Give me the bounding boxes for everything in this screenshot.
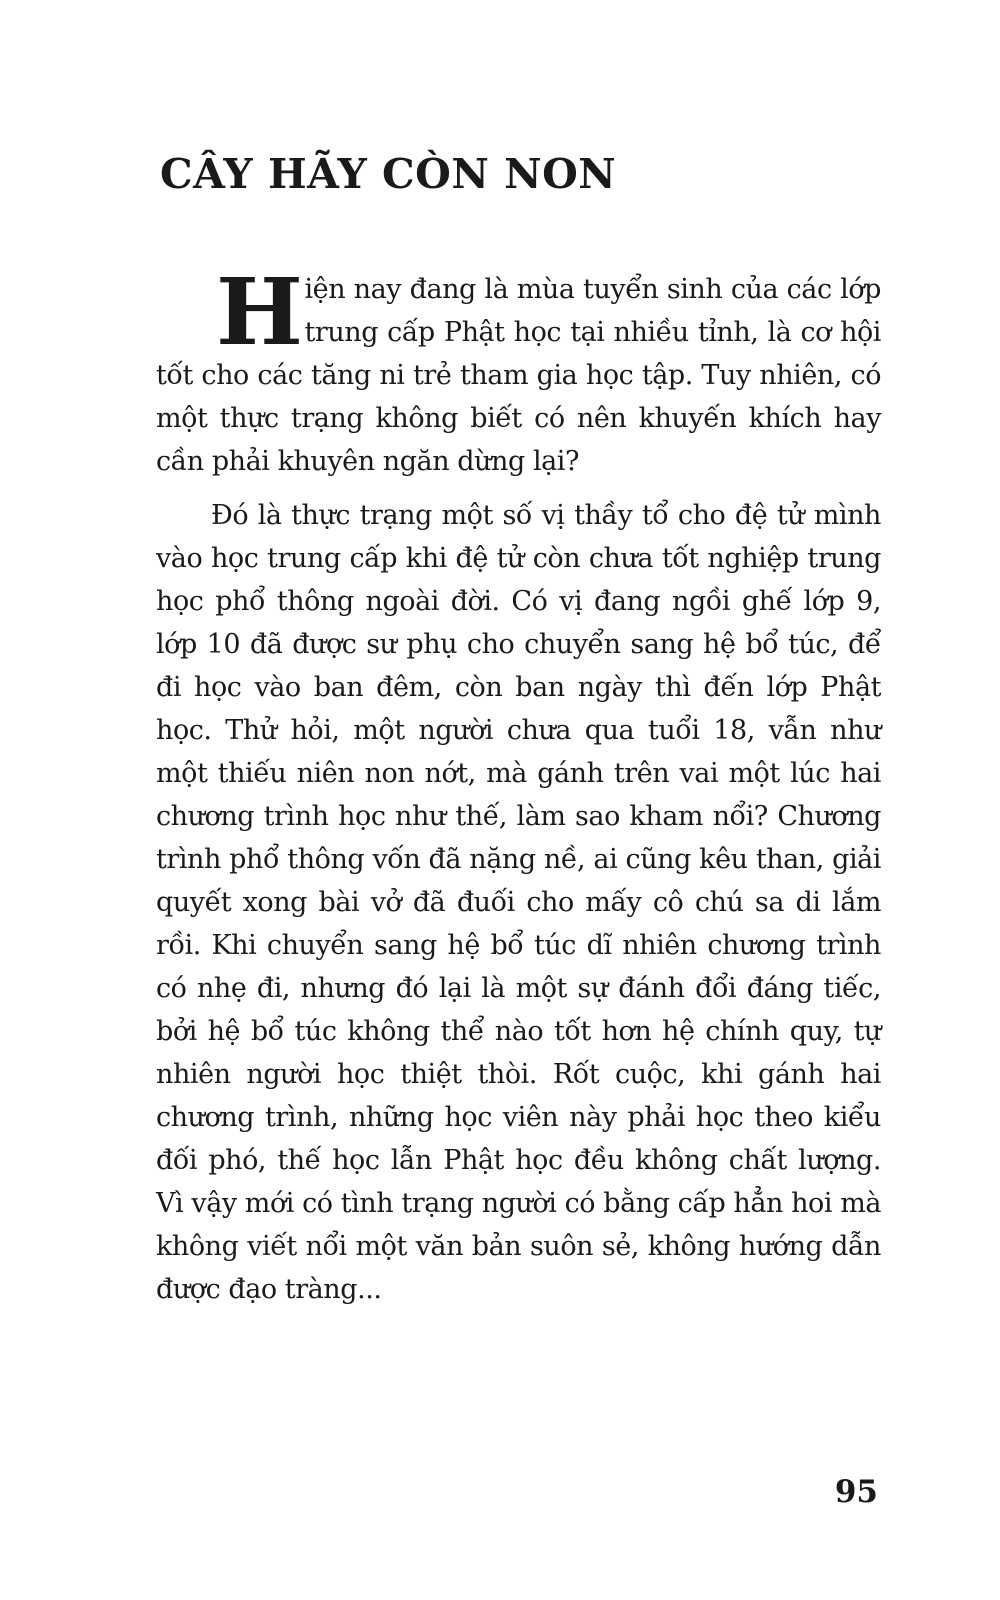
chapter-title: CÂY HÃY CÒN NON (160, 150, 617, 198)
body-text (156, 258, 881, 1311)
page-number: 95 (834, 1474, 878, 1510)
paragraph-2: Đó là thực trạng một số vị thầy tổ cho đệ tử mình vào học trung cấp khi đệ tử còn chưa tốt nghiệp trung học phổ thông ngoài đời. Có vị đang ngồi ghế lớp 9, lớp 10 đã được sư phụ cho chuyển sang hệ bổ túc, để đi học vào ban đêm, còn ban ngày thì đến lớp Phật học. Thử hỏi, một người chưa qua tuổi 18, vẫn như một thiếu niên non nớt, mà gánh trên vai một lúc hai chương trình học như thế, làm sao kham nổi? Chương trình phổ thông vốn đã nặng nề, ai cũng kêu than, giải quyết xong bài vở đã đuối cho mấy cô chú sa di lắm rồi. Khi chuyển sang hệ bổ túc dĩ nhiên chương trình có nhẹ đi, nhưng đó lại là một sự đánh đổi đáng tiếc, bởi hệ bổ túc không thể nào tốt hơn hệ chính quy, tự nhiên người học thiệt thòi. Rốt cuộc, khi gánh hai chương trình, những học viên này phải học theo kiểu đối phó, thế học lẫn Phật học đều không chất lượng. Vì vậy mới có tình trạng người có bằng cấp hẳn hoi mà không viết nổi một văn bản suôn sẻ, không hướng dẫn được đạo tràng... (156, 500, 881, 1305)
drop-cap: H (216, 258, 303, 366)
paragraph-1-text: iện nay đang là mùa tuyển sinh của các lớp trung cấp Phật học tại nhiều tỉnh, là cơ hội tốt cho các tăng ni trẻ tham gia học tập. Tuy nhiên, có một thực trạng không biết có nên khuyến khích hay cần phải khuyên ngăn dừng lại? (156, 274, 881, 477)
paragraph-1 (156, 258, 881, 483)
